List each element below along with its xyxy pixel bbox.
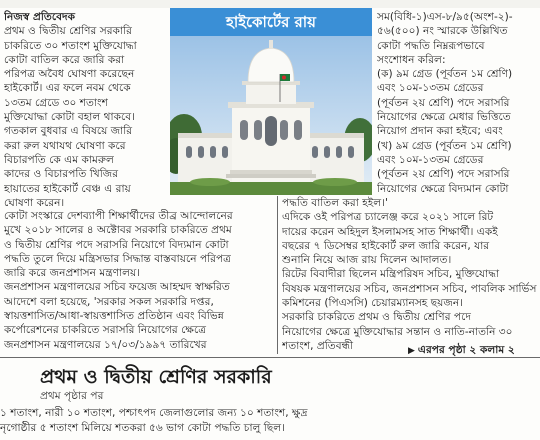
article-line: রিটের বিবাদীরা ছিলেন মন্ত্রিপরিষদ সচিব, মুক্তিযোদ্ধা — [282, 268, 500, 281]
article-line: বিষয়ক মন্ত্রণালয়ের সচিব, জনপ্রশাসন সচিব, পাবলিক সার্ভিস — [282, 282, 537, 295]
continued-label: এরপর পৃষ্ঠা ২ কলাম ২ — [417, 344, 515, 356]
left-column — [4, 10, 166, 210]
article-line: হাইকোর্ট। এর ফলে নবম থেকে — [4, 82, 131, 95]
article-line: শুনানি নিয়ে আজ রায় দিলেন আদালত। — [282, 254, 452, 267]
article-line: ঘোষণা করেন। — [4, 196, 65, 209]
article-line: আদেশে বলা হয়েছে, 'সরকার সকল সরকারি দপ্তর, — [4, 295, 214, 308]
section-divider-horizontal — [0, 357, 540, 358]
triangle-marker-icon: ▶ — [408, 346, 415, 356]
article-line: পরিপত্র অবৈধ ঘোষণা করেছেন — [4, 68, 135, 81]
article-line: সরকারি চাকরিতে প্রথম ও দ্বিতীয় শ্রেণির পদে — [282, 311, 471, 324]
article-line: জনপ্রশাসন মন্ত্রণালয়ের সচিব ফয়েজ আহম্মদ স্বাক্ষরিত — [4, 281, 230, 294]
article-line: মুখে ২০১৮ সালের ৪ অক্টোবর সরকারি চাকরিতে প্রথম — [4, 224, 232, 237]
top-page-edge — [0, 0, 540, 8]
article-line: ১ শতাংশ, নারী ১০ শতাংশ, পশ্চাৎপদ জেলাগুলোর জন্য ১০ শতাংশ, ক্ষুদ্র — [0, 407, 308, 419]
article-line: মুক্তিযোদ্ধা কোটা বহাল থাকবে। — [4, 111, 135, 124]
right-column-top — [377, 10, 537, 196]
article-line: সম(বিধি-১)এস-৮/৯৫(অংশ-২)- — [377, 11, 513, 23]
article-line: এদিকে ওই পরিপত্র চ্যালেঞ্জ করে ২০২১ সালে রিট — [282, 211, 494, 224]
article-line: সংশোধন করিল: — [377, 53, 446, 66]
article-line: কোটা পদ্ধতি নিম্নরূপভাবে — [377, 39, 485, 52]
article-line: পদ্ধতি তুলে দিয়ে মন্ত্রিসভার সিদ্ধান্ত বাস্তবায়নে পরিপত্র — [4, 252, 231, 265]
article-line: বিচারপতি কে এম কামরুল — [4, 153, 114, 166]
article-line: নিয়োগ প্রদান করা হইবে; এবং — [377, 125, 503, 138]
article-line: কোটা বাতিল করে জারি করা — [4, 53, 125, 66]
lower-subline: প্রথম পৃষ্ঠার পর — [40, 390, 104, 402]
article-line: এবং ১০ম-১৩তম গ্রেডের — [377, 153, 484, 166]
article-line: শতাংশ, প্রতিবন্ধী — [282, 339, 354, 352]
article-line: জারি করে জনপ্রশাসন মন্ত্রণালয়। — [4, 267, 141, 280]
article-line: নিয়োগের ক্ষেত্রে মেধার ভিত্তিতে — [377, 111, 511, 124]
lower-headline: প্রথম ও দ্বিতীয় শ্রেণির সরকারি — [40, 366, 272, 388]
lower-article-body — [0, 406, 540, 436]
article-line: চাকরিতে ৩০ শতাংশ মুক্তিযোদ্ধা — [4, 39, 137, 52]
article-line: প্রথম ও দ্বিতীয় শ্রেণির সরকারি — [4, 25, 132, 38]
article-line: গতকাল বুধবার এ বিষয়ে জারি — [4, 125, 133, 138]
article-line: নিয়োগের ক্ষেত্রে মুক্তিযোদ্ধার সন্তান ও নাতি-নাতনি ৩০ — [282, 325, 513, 338]
photo-title: হাইকোর্টের রায় — [170, 8, 372, 36]
article-line: (পূর্বতন ২য় শ্রেণি) পদে সরাসরি — [377, 168, 510, 181]
high-court-building-image — [170, 36, 372, 195]
article-line: (পূর্বতন ২য় শ্রেণি) পদে সরাসরি — [377, 96, 510, 109]
article-line: (খ) ৯ম গ্রেড (পূর্বতন ১ম শ্রেণি) — [377, 139, 512, 152]
article-line: ও দ্বিতীয় শ্রেণির পদে সরাসরি নিয়োগে বিদ্যমান কোটা — [4, 238, 229, 251]
high-court-photo — [170, 8, 372, 195]
article-line: নিয়োগের ক্ষেত্রে বিদ্যমান কোটা — [377, 182, 509, 195]
column-divider-vertical — [277, 196, 278, 354]
left-wide-block — [4, 209, 272, 352]
article-line: কাদের ও বিচারপতি খিজির — [4, 168, 119, 181]
article-line: করা রুল যথাযথ ঘোষণা করে — [4, 139, 126, 152]
article-line: বছরের ৭ ডিসেম্বর হাইকোর্ট রুল জারি করেন, যার — [282, 239, 490, 252]
article-line: (ক) ৯ম গ্রেড (পূর্বতন ১ম শ্রেণি) — [377, 68, 513, 81]
article-line: জনপ্রশাসন মন্ত্রণালয়ের ১৭/০৩/১৯৯৭ তারিখের — [4, 338, 207, 351]
article-line: কর্পোরেশনের চাকরিতে সরাসরি নিয়োগের ক্ষেত্রে — [4, 324, 207, 337]
article-line: ১৩তম গ্রেডে ৩০ শতাংশ — [4, 96, 108, 109]
right-lower-block — [282, 196, 537, 353]
article-line: দায়ের করেন অহিদুল ইসলামসহ সাত শিক্ষার্থী। একই — [282, 225, 498, 238]
article-line: স্বায়ত্তশাসিত/আধা-স্বায়ত্তশাসিত প্রতিষ্ঠান এবং বিভিন্ন — [4, 310, 224, 323]
article-line: হায়াতের হাইকোর্ট বেঞ্চ এ রায় — [4, 182, 131, 195]
article-line: পদ্ধতি বাতিল করা হইল।' — [282, 197, 388, 209]
article-line: কোটা সংস্কারে দেশব্যাপী শিক্ষার্থীদের তীব্র আন্দোলনের — [4, 210, 233, 222]
article-line: ৫৬(৫০০) নং স্মারকে উল্লিখিত — [377, 25, 508, 38]
article-line: কমিশনের (পিএসসি) চেয়ারম্যানসহ ছয়জন। — [282, 297, 463, 310]
article-line: নৃগোষ্ঠীর ৫ শতাংশ মিলিয়ে শতকরা ৫৬ ভাগ কোটা পদ্ধতি চালু ছিল। — [0, 422, 285, 434]
article-line: এবং ১০ম-১৩তম গ্রেডের — [377, 82, 484, 95]
byline: নিজস্ব প্রতিবেদক — [4, 11, 75, 23]
